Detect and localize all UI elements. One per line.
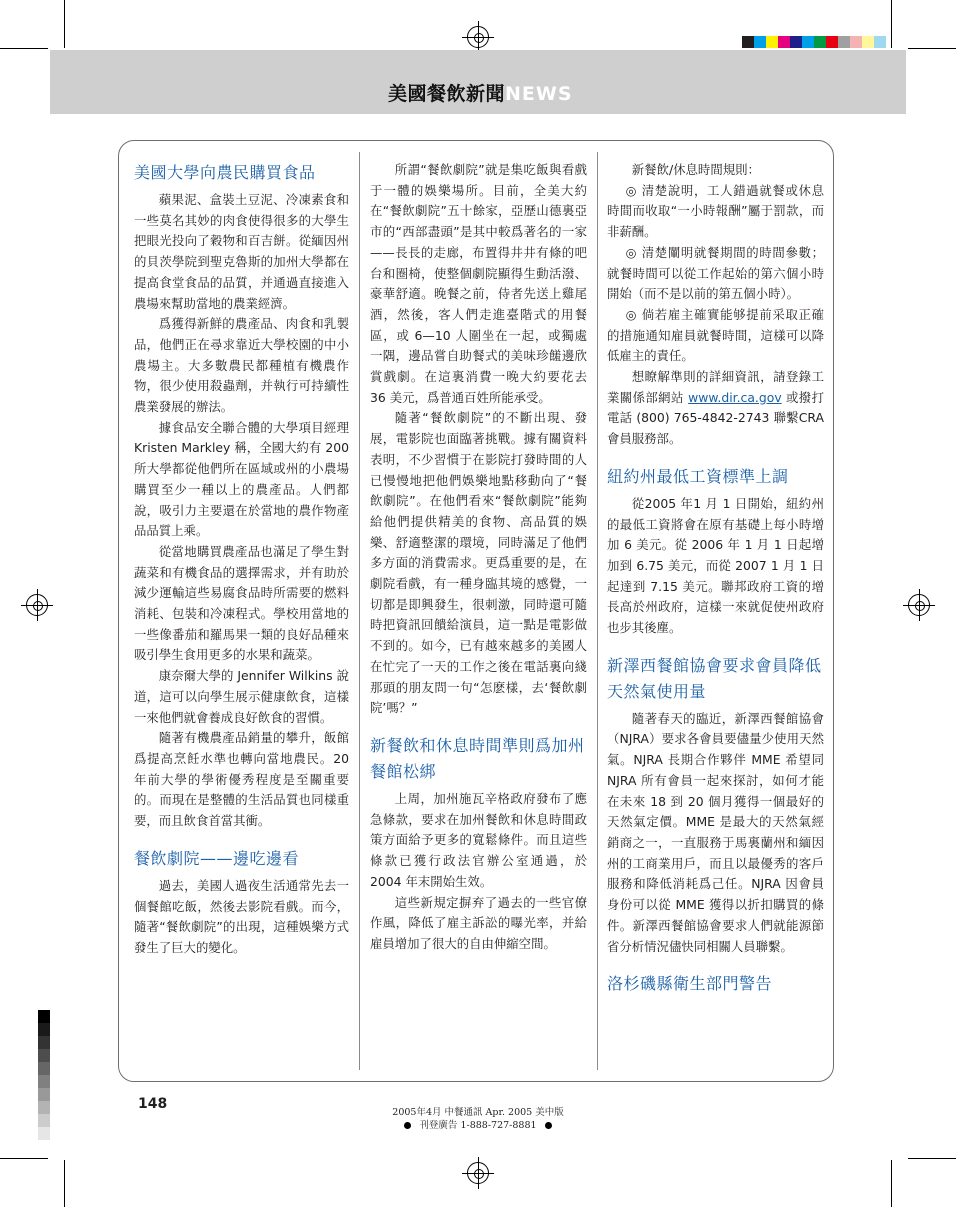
color-swatch bbox=[862, 36, 874, 48]
registration-mark-bottom bbox=[467, 1162, 489, 1184]
paragraph: 所謂“餐飲劇院”就是集吃飯與看戲于一體的娛樂場所。目前，全美大約在“餐飲劇院”五十餘家，亞歷山德裏亞市的“西部盡頭”是其中較爲著名的一家——長長的走廊，布置得井井有條的吧台和圈椅，使整個劇院顯得生動活潑、豪華舒適。晚餐之前，侍者先送上雞尾酒，然後，客人們走進臺階式的用餐區，或 6—10 人圍坐在一起，或獨處一隅，邊品嘗自助餐式的美味珍饈邊欣賞戲劇。在這裏消費一晚大約要花去 36 美元，爲普通百姓所能承受。 bbox=[370, 162, 587, 405]
footer-issue-line: 2005年4月 中餐通訊 Apr. 2005 美中版 bbox=[392, 1107, 564, 1118]
paragraph: 康奈爾大學的 Jennifer Wilkins 說道，這可以向學生展示健康飲食，這樣一來他們就會養成良好飲食的習慣。 bbox=[134, 668, 349, 725]
article-heading: 餐飲劇院——邊吃邊看 bbox=[134, 848, 300, 868]
paragraph: 從2005 年1 月 1 日開始，紐約州的最低工資將會在原有基礎上每小時增加 6 美元。從 2006 年 1 月 1 日起增加到 6.75 美元，而從 2007 1 月 1 日起達到 7.15 美元。聯邦政府工資的增長高於州政府，這樣一來就促使州政府也步其後塵。 bbox=[607, 495, 824, 636]
rule-item: ◎ 倘若雇主確實能够提前采取正確的措施通知雇員就餐時間，這樣可以降低雇主的責任。 bbox=[607, 306, 824, 364]
crop-mark bbox=[908, 1158, 956, 1159]
crop-mark bbox=[0, 48, 48, 49]
footer-ad-line bbox=[0, 1117, 956, 1131]
paragraph: 蘋果泥、盒裝土豆泥、冷凍素食和一些莫名其妙的肉食使得很多的大學生把眼光投向了穀物和百吉餅。從緬因州的貝茨學院到聖克魯斯的加州大學都在提高食堂食品的品質，并通過直接進入農場來幫助當地的農業經濟。 bbox=[134, 192, 349, 311]
column-rule bbox=[597, 152, 598, 1070]
color-swatch bbox=[742, 36, 754, 48]
masthead-title-en: NEWS bbox=[505, 83, 573, 105]
paragraph: 據食品安全聯合體的大學項目經理 Kristen Markley 稱，全國大約有 200 所大學都從他們所在區域或州的小農場購買至少一種以上的農產品。人們都說，吸引力主要還在於當地的農作物產品品質上乘。 bbox=[134, 419, 349, 539]
color-swatch bbox=[874, 36, 886, 48]
registration-mark-right bbox=[908, 594, 930, 616]
crop-mark bbox=[64, 0, 65, 48]
registration-mark-left bbox=[26, 594, 48, 616]
page-number: 148 bbox=[138, 1096, 168, 1112]
column-2 bbox=[370, 160, 587, 955]
bullet-icon bbox=[404, 1122, 411, 1129]
crop-mark bbox=[891, 1160, 892, 1207]
article-heading: 新餐飲和休息時間準則爲加州餐館松綁 bbox=[370, 735, 585, 781]
paragraph: 隨著春天的臨近，新澤西餐館協會（NJRA）要求各會員要儘量少使用天然氣。NJRA 長期合作夥伴 MME 希望同 NJRA 所有會員一起來探討，如何才能在未來 18 到 20 個月獲得一個最好的天然氣定價。MME 是最大的天然氣經銷商之一，一直服務于馬裏蘭州和緬因州的工商業用戶，而且以最優秀的客戶服務和降低消耗爲己任。NJRA 因會員身份可以從 MME 獲得以折扣購買的條件。新澤西餐館協會要求人們就能源節省分析情況儘快同相關人員聯繫。 bbox=[607, 710, 824, 954]
crop-mark bbox=[0, 1158, 48, 1159]
paragraph: 隨著“餐飲劇院”的不斷出現、發展，電影院也面臨著挑戰。據有關資料表明，不少習慣于在影院打發時間的人已慢慢地把他們娛樂地點移動向了“餐飲劇院”。在他們看來“餐飲劇院”能夠給他們提供精美的食物、高品質的娛樂、舒適整潔的環境，同時滿足了他們多方面的消費需求。更爲重要的是，在劇院看戲，有一種身臨其境的感覺，一切都是即興發生，很刺激，同時還可隨時把資訊回饋給演員，這一點是電影做不到的。如今，已有越來越多的美國人在忙完了一天的工作之後在電話裏向綫那頭的朋友問一句“怎麽樣，去‘餐飲劇院’嗎？” bbox=[370, 410, 587, 716]
rule-item: ◎ 清楚闡明就餐期間的時間參數； 就餐時間可以從工作起始的第六個小時開始（而不是以前的第五個小時）。 bbox=[607, 244, 824, 302]
article-heading: 新澤西餐館協會要求會員降低天然氣使用量 bbox=[607, 655, 822, 701]
text-fragment: 想瞭解準則的詳細資訊，請登錄工業關係部網站 bbox=[607, 369, 824, 405]
paragraph: 過去，美國人過夜生活通常先去一個餐館吃飯，然後去影院看戲。而今，隨著“餐飲劇院”的出現，這種娛樂方式發生了巨大的變化。 bbox=[134, 877, 349, 955]
paragraph: 隨著有機農產品銷量的攀升，飯館爲提高烹飪水準也轉向當地農民。20 年前大學的學術優秀程度是至關重要的。而現在是整體的生活品質也同樣重要，而且飲食首當其衝。 bbox=[134, 730, 349, 829]
color-swatch bbox=[826, 36, 838, 48]
color-swatch bbox=[778, 36, 790, 48]
color-swatch bbox=[850, 36, 862, 48]
paragraph: 爲獲得新鮮的農產品、肉食和乳製品，他們正在尋求靠近大學校園的中小農場主。大多數農民都種植有機農作物，很少使用殺蟲劑，并執行可持續性農業發展的辦法。 bbox=[134, 316, 349, 415]
rule-item: ◎ 清楚說明，工人錯過就餐或休息時間而收取“一小時報酬”屬于罰款，而非薪酬。 bbox=[607, 182, 824, 240]
article-heading: 洛杉磯縣衛生部門警告 bbox=[607, 974, 773, 994]
column-1 bbox=[134, 160, 349, 959]
color-calibration-bar bbox=[742, 36, 886, 48]
masthead bbox=[388, 82, 573, 106]
paragraph: 上周，加州施瓦辛格政府發布了應急條款，要求在加州餐飲和休息時間政策方面給予更多的寬鬆條件。而且這些條款已獲行政法官辦公室通過，於 2004 年末開始生效。 bbox=[370, 790, 587, 889]
color-swatch bbox=[838, 36, 850, 48]
article-heading: 紐約州最低工資標準上調 bbox=[607, 466, 789, 486]
crop-mark bbox=[891, 0, 892, 48]
bullet-icon bbox=[545, 1122, 552, 1129]
paragraph: 從當地購買農產品也滿足了學生對蔬菜和有機食品的選擇需求，并有助於減少運輸這些易腐食品時所需要的燃料消耗、包裝和冷凍程式。學校用當地的一些像番茄和羅馬果一類的良好品種來吸引學生食用更多的水果和蔬菜。 bbox=[134, 543, 349, 663]
registration-mark-top bbox=[467, 26, 489, 48]
footer-ad-text: 刊登廣告 1-888-727-8881 bbox=[419, 1120, 537, 1131]
color-swatch bbox=[790, 36, 802, 48]
crop-mark bbox=[64, 1160, 65, 1207]
text-fragment: 或撥打電話 (800) 765-4842-2743 聯繫CRA 會員服務部。 bbox=[607, 389, 824, 447]
color-swatch bbox=[754, 36, 766, 48]
masthead-title-cn: 美國餐飲新聞 bbox=[388, 83, 506, 105]
paragraph bbox=[607, 367, 824, 450]
column-3 bbox=[607, 160, 824, 1001]
color-swatch bbox=[814, 36, 826, 48]
article-heading: 美國大學向農民購買食品 bbox=[134, 163, 316, 182]
paragraph: 新餐飲/休息時間規則： bbox=[631, 162, 760, 177]
paragraph: 這些新規定摒弃了過去的一些官僚作風，降低了雇主訴訟的曝光率，并給雇員增加了很大的自由伸縮空間。 bbox=[370, 894, 587, 951]
color-swatch bbox=[766, 36, 778, 48]
column-rule bbox=[359, 152, 360, 1070]
website-link[interactable]: www.dir.ca.gov bbox=[688, 389, 782, 405]
crop-mark bbox=[908, 48, 956, 49]
color-swatch bbox=[802, 36, 814, 48]
